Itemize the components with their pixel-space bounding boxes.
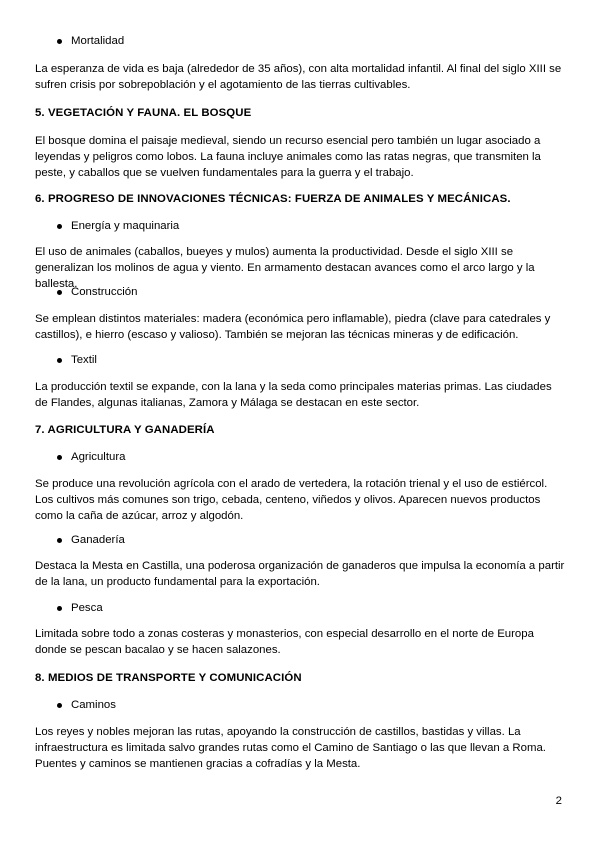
paragraph: La producción textil se expande, con la lana y la seda como principales materias primas. Las ciudades de Flandes, algunas italianas, Zamora y Málaga se destacan en este sector. [35,381,552,409]
paragraph: Destaca la Mesta en Castilla, una poderosa organización de ganaderos que impulsa la economía a partir de la lana, un producto fundamental para la exportación. [35,560,565,588]
section-heading-6: 6. PROGRESO DE INNOVACIONES TÉCNICAS: FUERZA DE ANIMALES Y MECÁNICAS. [35,193,511,205]
paragraph: Se emplean distintos materiales: madera (económica pero inflamable), piedra (clave para catedrales y castillos), e hierro (escaso y valioso). También se mejoran las técnicas mineras y de edificación. [35,313,551,341]
bullet-mortalidad: Mortalidad [35,34,565,49]
page-number: 2 [555,795,562,807]
section-heading-8: 8. MEDIOS DE TRANSPORTE Y COMUNICACIÓN [35,672,302,684]
bullet-energia: Energía y maquinaria [35,219,565,234]
bullet-textil: Textil [35,353,565,368]
paragraph: El bosque domina el paisaje medieval, siendo un recurso esencial pero también un lugar asociado a leyendas y peligros como lobos. La fauna incluye animales como las ratas negras, que transmiten la peste, y caballos que se vuelven fundamentales para la guerra y el trabajo. [35,135,541,179]
bullet-pesca: Pesca [35,601,565,616]
bullet-caminos: Caminos [35,698,565,713]
paragraph: Limitada sobre todo a zonas costeras y monasterios, con especial desarrollo en el norte de Europa donde se pescan bacalao y se hacen salazones. [35,628,534,656]
paragraph: La esperanza de vida es baja (alrededor de 35 años), con alta mortalidad infantil. Al final del siglo XIII se sufren crisis por sobrepoblación y el agotamiento de las tierras cultivables. [35,63,562,91]
bullet-agricultura: Agricultura [35,450,565,465]
paragraph: Se produce una revolución agrícola con el arado de vertedera, la rotación trienal y el uso de estiércol. Los cultivos más comunes son trigo, cebada, centeno, viñedos y olivos. Aparecen nuevos productos como la caña de azúcar, arroz y algodón. [35,478,548,522]
paragraph: El uso de animales (caballos, bueyes y mulos) aumenta la productividad. Desde el siglo XIII se generalizan los molinos de agua y viento. En armamento destacan avances como el arco largo y la ballesta. [35,246,535,290]
paragraph: Los reyes y nobles mejoran las rutas, apoyando la construcción de castillos, bastidas y villas. La infraestructura es limitada salvo grandes rutas como el Camino de Santiago o las que llevan a Roma. Puentes y caminos se mantienen gracias a cofradías y la Mesta. [35,726,546,770]
section-heading-5: 5. VEGETACIÓN Y FAUNA. EL BOSQUE [35,107,252,119]
bullet-ganaderia: Ganadería [35,533,565,548]
section-heading-7: 7. AGRICULTURA Y GANADERÍA [35,424,215,436]
bullet-construccion: Construcción [35,285,565,300]
